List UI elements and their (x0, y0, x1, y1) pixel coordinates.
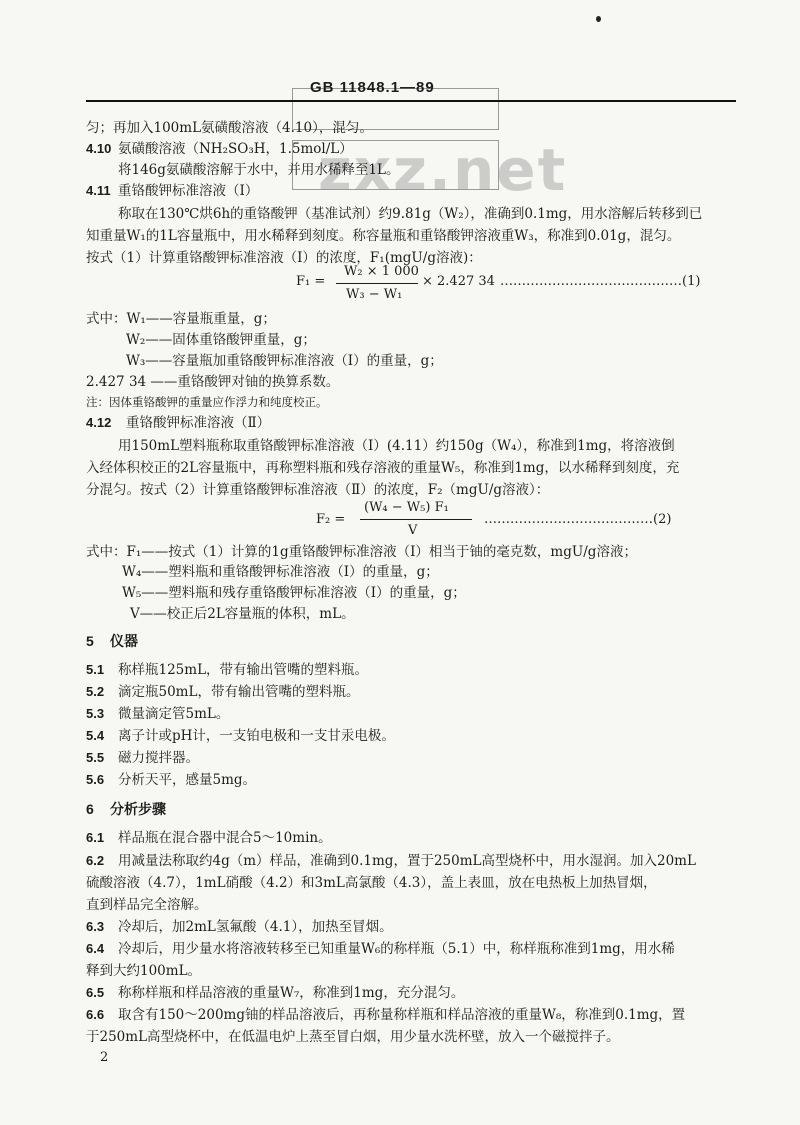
note-line: 注：因体重铬酸钾的重量应作浮力和纯度校正。 (86, 395, 328, 409)
formula-1-denominator: W₃ − W₁ (346, 287, 403, 302)
formula-1-lhs: F₁ = (296, 274, 326, 289)
legend-line: W₃——容量瓶加重铬酸钾标准溶液（Ⅰ）的重量，g； (126, 353, 443, 369)
formula-1-numerator: W₂ × 1 000 (344, 264, 419, 279)
section-title: 仪器 (110, 633, 138, 649)
standard-code: GB 11848.1—89 (310, 79, 435, 96)
scan-speck (596, 16, 601, 22)
clause-number: 5.6 (86, 772, 105, 787)
text-line: 微量滴定管5mL。 (118, 706, 230, 722)
text-line: 匀；再加入100mL氨磺酸溶液（4.10），混匀。 (86, 120, 373, 136)
clause-number: 4.11 (86, 183, 111, 198)
text-line: 将146g氨磺酸溶解于水中，并用水稀释至1L。 (118, 162, 400, 178)
text-line: 离子计或pH计，一支铂电极和一支甘汞电极。 (118, 728, 395, 744)
formula-2-denominator: V (408, 523, 418, 538)
formula-2-fraction-bar (360, 519, 472, 520)
legend-line: W₂——固体重铬酸钾重量，g； (126, 332, 316, 348)
formula-2-lhs: F₂ = (316, 512, 346, 527)
clause-number: 5.4 (86, 728, 105, 743)
text-line: 磁力搅拌器。 (118, 750, 199, 766)
text-line: 按式（1）计算重铬酸钾标准溶液（Ⅰ）的浓度，F₁(mgU/g溶液)： (86, 250, 482, 266)
clause-number: 6.6 (86, 1007, 105, 1022)
formula-1-fraction-bar (336, 283, 418, 284)
text-line: 用150mL塑料瓶称取重铬酸钾标准溶液（Ⅰ）(4.11）约150g（W₄），称准到1mg，将溶液倒 (118, 438, 675, 454)
text-line: 分混匀。按式（2）计算重铬酸钾标准溶液（Ⅱ）的浓度，F₂（mgU/g溶液）： (86, 482, 550, 498)
clause-title: 氨磺酸溶液（NH₂SO₃H，1.5mol/L） (118, 141, 353, 157)
text-line: 用减量法称取约4g（m）样品，准确到0.1mg，置于250mL高型烧杯中，用水湿润。加入20mL (118, 853, 696, 869)
text-line: 入经体积校正的2L容量瓶中，再称塑料瓶和残存溶液的重量W₅，称准到1mg，以水稀释到刻度，充 (86, 460, 680, 476)
clause-number: 6.3 (86, 919, 105, 934)
formula-1-factor: × 2.427 34 (422, 274, 495, 289)
text-line: 样品瓶在混合器中混合5～10min。 (118, 830, 332, 846)
legend-line: 2.427 34 ——重铬酸钾对铀的换算系数。 (86, 374, 340, 390)
text-line: 称取在130℃烘6h的重铬酸钾（基准试剂）约9.81g（W₂），准确到0.1mg，用水溶解后转移到已 (118, 206, 703, 222)
watermark-text: zxz.net (318, 136, 568, 204)
clause-number: 6.4 (86, 941, 105, 956)
text-line: 分析天平，感量5mg。 (118, 772, 257, 788)
section-title: 分析步骤 (110, 801, 166, 817)
legend-line: 式中：F₁——按式（1）计算的1g重铬酸钾标准溶液（Ⅰ）相当于铀的毫克数，mgU/g溶液； (86, 544, 637, 560)
text-line: 滴定瓶50mL，带有输出管嘴的塑料瓶。 (118, 684, 360, 700)
formula-1-tag: ……………………………………(1) (500, 274, 701, 289)
text-line: 冷却后，加2mL氢氟酸（4.1），加热至冒烟。 (118, 919, 393, 935)
clause-title: 重铬酸钾标准溶液（Ⅱ） (126, 415, 271, 431)
text-line: 硫酸溶液（4.7），1mL硝酸（4.2）和3mL高氯酸（4.3），盖上表皿，放在电热板上加热冒烟， (86, 875, 657, 891)
formula-2-tag: …………………………………(2) (484, 512, 672, 527)
text-line: 于250mL高型烧杯中，在低温电炉上蒸至冒白烟，用少量水洗杯壁，放入一个磁搅拌子。 (86, 1029, 620, 1045)
text-line: 释到大约100mL。 (86, 963, 202, 979)
page-number: 2 (100, 1050, 109, 1065)
legend-line: 式中：W₁——容量瓶重量，g； (86, 311, 276, 327)
text-line: 知重量W₁的1L容量瓶中，用水稀释到刻度。称容量瓶和重铬酸钾溶液重W₃，称准到0.01g，混匀。 (86, 228, 681, 244)
formula-2-numerator: (W₄ − W₅) F₁ (364, 500, 449, 515)
text-line: 取含有150～200mg铀的样品溶液后，再称量称样瓶和样品溶液的重量W₈，称准到0.1mg，置 (118, 1007, 686, 1023)
clause-number: 5.5 (86, 750, 105, 765)
header-rule (86, 100, 736, 102)
clause-number: 5.1 (86, 662, 105, 677)
clause-number: 6.2 (86, 853, 105, 868)
text-line: 直到样品完全溶解。 (86, 897, 208, 913)
clause-title: 重铬酸钾标准溶液（Ⅰ） (118, 183, 259, 199)
text-line: 称样瓶125mL，带有输出管嘴的塑料瓶。 (118, 662, 369, 678)
legend-line: W₅——塑料瓶和残存重铬酸钾标准溶液（Ⅰ）的重量，g； (122, 585, 466, 601)
clause-number: 4.10 (86, 141, 112, 156)
clause-number: 4.12 (86, 415, 112, 430)
clause-number: 5.3 (86, 706, 105, 721)
legend-line: W₄——塑料瓶和重铬酸钾标准溶液（Ⅰ）的重量，g； (122, 564, 439, 580)
clause-number: 6.5 (86, 985, 105, 1000)
clause-number: 6.1 (86, 830, 105, 845)
text-line: 冷却后，用少量水将溶液转移至已知重量W₆的称样瓶（5.1）中，称样瓶称准到1mg，用水稀 (118, 941, 675, 957)
section-number: 5 (86, 633, 94, 649)
text-line: 称称样瓶和样品溶液的重量W₇，称准到1mg，充分混匀。 (118, 985, 465, 1001)
legend-line: V——校正后2L容量瓶的体积，mL。 (130, 606, 355, 622)
clause-number: 5.2 (86, 684, 105, 699)
section-number: 6 (86, 801, 94, 817)
